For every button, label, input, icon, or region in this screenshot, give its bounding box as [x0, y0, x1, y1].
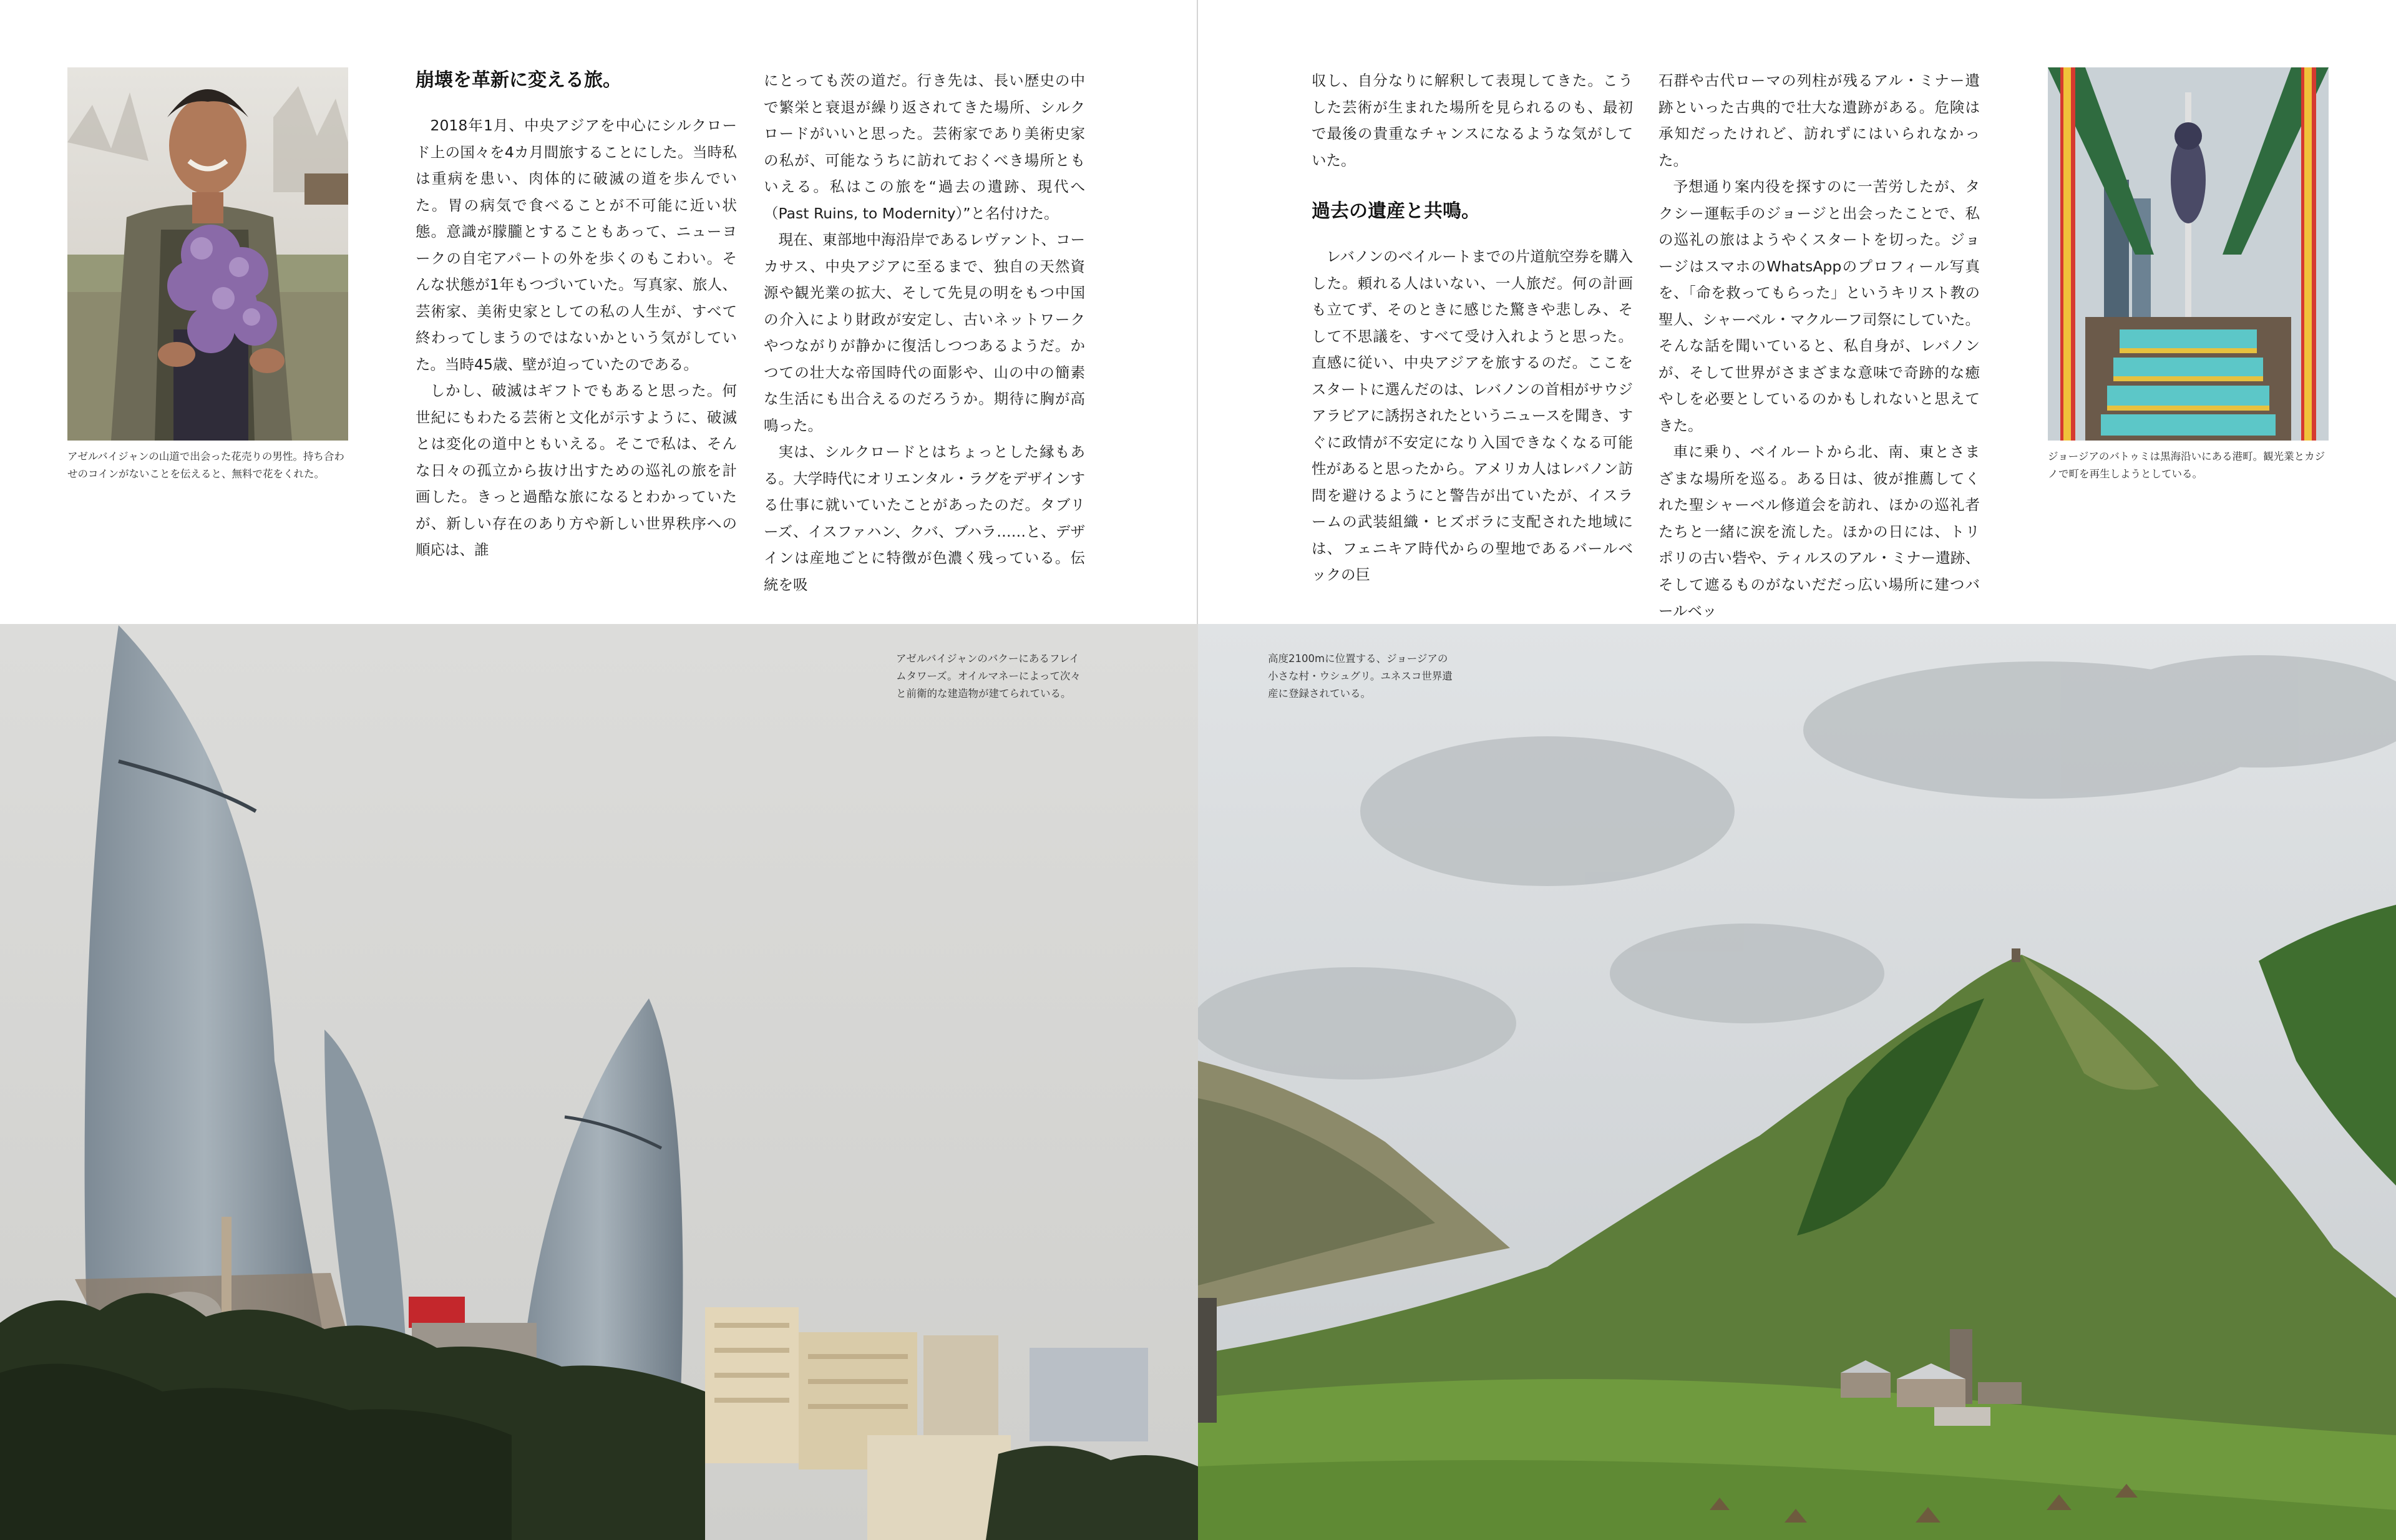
paragraph: 収し、自分なりに解釈して表現してきた。こうした芸術が生まれた場所を見られるのも、最初で最後の貴重なチャンスになるような気がしていた。 — [1312, 72, 1633, 169]
section-heading: 崩壊を革新に変える旅。 — [416, 69, 621, 91]
flower-seller-photo — [67, 67, 348, 441]
section-heading: 過去の遺産と共鳴。 — [1312, 200, 1480, 222]
batumi-caption: ジョージアのバトゥミは黒海沿いにある港町。観光業とカジノで町を再生しようとしている。 — [2048, 451, 2325, 480]
article-column-3 — [1312, 67, 1633, 588]
paragraph: 予想通り案内役を探すのに一苦労したが、タクシー運転手のジョージと出会ったことで、私の巡礼の旅はようやくスタートを切った。ジョージはスマホのWhatsAppのプロフィール写真を、「命を救ってもらった」というキリスト教の聖人、シャーベル・マクルーフ司祭にしていた。そんな話を聞いていると、私自身が、レバノンが、そして世界がさまざまな意味で奇跡的な癒やしを必要としているのかもしれないと思えてきた。 — [1658, 178, 1980, 434]
paragraph: 現在、東部地中海沿岸であるレヴァント、コーカサス、中央アジアに至るまで、独自の天然資源や観光業の拡大、そして先見の明をもつ中国の介入により財政が安定し、古いネットワークやつながりが静かに復活しつつあるようだ。かつての壮大な帝国時代の面影や、山の中の簡素な生活にも出合えるのだろうか。期待に胸が高鳴った。 — [764, 231, 1085, 434]
paragraph: レバノンのベイルートまでの片道航空券を購入した。頼れる人はいない、一人旅だ。何の計画も立てず、そのときに感じた驚きや悲しみ、そして不思議を、すべて受け入れようと思った。直感に従い、中央アジアを旅するのだ。ここをスタートに選んだのは、レバノンの首相がサウジアラビアに誘拐されたというニュースを聞き、すぐに政情が不安定になり入国できなくなる可能性があると思ったから。アメリカ人はレバノン訪問を避けるようにと警告が出ていたが、イスラームの武装組織・ヒズボラに支配された地域には、フェニキア時代からの聖地であるバールベックの巨 — [1312, 248, 1633, 583]
page-gutter — [1197, 0, 1198, 624]
ushguli-photo — [1198, 624, 2396, 1540]
paragraph: 石群や古代ローマの列柱が残るアル・ミナー遺跡といった古典的で壮大な遺跡がある。危険は承知だったけれど、訪れずにはいられなかった。 — [1658, 72, 1980, 169]
article-column-1 — [416, 67, 737, 563]
paragraph: にとっても茨の道だ。行き先は、長い歴史の中で繁栄と衰退が繰り返されてきた場所、シルクロードがいいと思った。芸術家であり美術史家の私が、可能なうちに訪れておくべき場所ともいえる。私はこの旅を“過去の遺跡、現代へ（Past Ruins, to Modernity）”と名付けた。 — [764, 72, 1085, 222]
paragraph: 実は、シルクロードとはちょっとした縁もある。大学時代にオリエンタル・ラグをデザインする仕事に就いていたことがあったのだ。タブリーズ、イスファハン、クバ、ブハラ……と、デザインは産地ごとに特徴が色濃く残っている。伝統を吸 — [764, 443, 1085, 593]
flower-seller-caption: アゼルバイジャンの山道で出会った花売りの男性。持ち合わせのコインがないことを伝えると、無料で花をくれた。 — [67, 451, 344, 480]
ushguli-caption: 高度2100mに位置する、ジョージアの小さな村・ウシュグリ。ユネスコ世界遺産に登録されている。 — [1268, 653, 1453, 699]
paragraph: 車に乗り、ベイルートから北、南、東とさまざまな場所を巡る。ある日は、彼が推薦してくれた聖シャーベル修道会を訪れ、ほかの巡礼者たちと一緒に涙を流した。ほかの日には、トリポリの古い砦や、ティルスのアル・ミナー遺跡、そして遮るものがないだだっ広い場所に建つバールベッ — [1658, 443, 1980, 620]
flame-towers-caption: アゼルバイジャンのバクーにあるフレイムタワーズ。オイルマネーによって次々と前衛的な建造物が建てられている。 — [896, 653, 1081, 699]
right-page — [1198, 0, 2396, 1540]
paragraph: 2018年1月、中央アジアを中心にシルクロード上の国々を4カ月間旅することにした。当時私は重病を患い、肉体的に破滅の道を歩んでいた。胃の病気で食べることが不可能に近い状態。意識が朦朧とすることもあって、ニューヨークの自宅アパートの外を歩くのもこわい。そんな状態が1年もつづいていた。写真家、旅人、芸術家、美術史家としての私の人生が、すべて終わってしまうのではないかという気がしていた。当時45歳、壁が迫っていたのである。 — [416, 117, 737, 373]
article-column-4 — [1658, 67, 1980, 625]
article-column-2 — [764, 67, 1085, 598]
flame-towers-photo — [0, 624, 1198, 1540]
paragraph: しかし、破滅はギフトでもあると思った。何世紀にもわたる芸術と文化が示すように、破滅とは変化の道中ともいえる。そこで私は、そんな日々の孤立から抜け出すための巡礼の旅を計画した。きっと過酷な旅になるとわかっていたが、新しい存在のあり方や新しい世界秩序への順応は、誰 — [416, 382, 737, 558]
batumi-funfair-photo — [2048, 67, 2329, 441]
